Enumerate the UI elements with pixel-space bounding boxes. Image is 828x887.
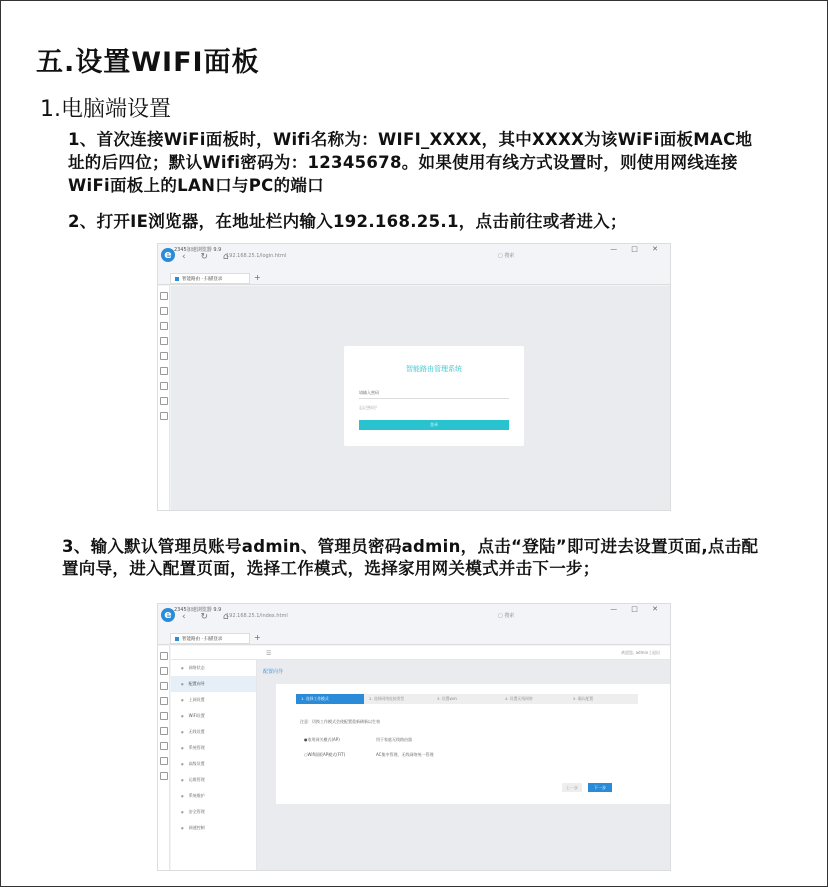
star-icon[interactable]	[160, 292, 168, 300]
video-icon[interactable]	[160, 712, 168, 720]
tab-bar	[158, 272, 670, 285]
mode-option-fit[interactable]: ○Wifi面板AP模式(FIT)	[304, 752, 346, 757]
new-tab-icon[interactable]: +	[254, 273, 261, 282]
game-icon[interactable]	[160, 337, 168, 345]
history-icon[interactable]	[160, 667, 168, 675]
admin-sidebar	[171, 660, 257, 870]
address-bar[interactable]: 192.168.25.1/index.html	[226, 613, 288, 619]
grid-icon[interactable]	[160, 772, 168, 780]
wizard-step[interactable]: 4. 设置无线网络	[500, 694, 570, 704]
nav-buttons-icon[interactable]: ‹ ↻ ⌂	[182, 252, 235, 262]
browser-sidebar	[158, 286, 170, 510]
browser-screenshot-wizard	[157, 603, 671, 871]
mode-desc: AC集中管理，无线网络统一管理	[376, 752, 434, 757]
browser-content	[171, 646, 670, 870]
nav-item[interactable]: ● 运维管理	[171, 772, 256, 788]
wizard-step[interactable]: 5. 确认配置	[568, 694, 638, 704]
tab-bar	[158, 632, 670, 645]
wizard-step[interactable]: 1. 选择工作模式	[296, 694, 366, 704]
mode-option-gateway[interactable]: ●家用网关模式(AP)	[304, 737, 340, 742]
step-2-text: 2、打开IE浏览器，在地址栏内输入192.168.25.1，点击前往或者进入；	[68, 212, 627, 231]
note-icon[interactable]	[160, 682, 168, 690]
login-title: 智能路由管理系统	[406, 365, 462, 373]
section-title: 五.设置WIFI面板	[36, 47, 260, 78]
search-box[interactable]: ▢ 搜索	[498, 613, 515, 619]
browser-title: 2345加速浏览器 9.9	[174, 607, 222, 613]
mail-icon[interactable]	[160, 382, 168, 390]
window-controls[interactable]: — □ ✕	[610, 245, 664, 253]
browser-screenshot-login	[157, 243, 671, 511]
shop-icon[interactable]	[160, 727, 168, 735]
window-controls[interactable]: — □ ✕	[610, 605, 664, 613]
nav-item[interactable]: ● WiFi设置	[171, 708, 256, 724]
nav-item-wizard[interactable]: ● 配置向导	[171, 676, 256, 692]
menu-icon[interactable]: ☰	[266, 650, 272, 657]
folder-icon[interactable]	[160, 397, 168, 405]
page-title: 配置向导	[263, 669, 284, 675]
nav-buttons-icon[interactable]: ‹ ↻ ⌂	[182, 612, 235, 622]
next-button[interactable]: 下一步	[588, 783, 612, 792]
shop-icon[interactable]	[160, 367, 168, 375]
history-icon[interactable]	[160, 307, 168, 315]
nav-item[interactable]: ● 系统管理	[171, 740, 256, 756]
nav-item[interactable]: ● 系统维护	[171, 788, 256, 804]
mode-desc: 用于家庭无线路由器	[376, 737, 412, 742]
prev-button[interactable]: 上一步	[562, 783, 582, 792]
star-icon[interactable]	[160, 652, 168, 660]
folder-icon[interactable]	[160, 757, 168, 765]
new-tab-icon[interactable]: +	[254, 633, 261, 642]
wizard-step[interactable]: 3. 设置WiFi	[432, 694, 502, 704]
nav-item[interactable]: ● 高级设置	[171, 756, 256, 772]
address-bar[interactable]: 192.168.25.1/login.html	[226, 253, 287, 259]
nav-item[interactable]: ● 网速控制	[171, 820, 256, 836]
step-1-text: 1、首次连接WiFi面板时，Wifi名称为：WIFI_XXXX，其中XXXX为该WiFi面板MAC地址的后四位；默认Wifi密码为：12345678。如果使用有线方式设置时，则使用网线连接WiFi面板上的LAN口与PC的端口	[68, 130, 753, 195]
nav-item[interactable]: ● 安全管理	[171, 804, 256, 820]
browser-title: 2345加速浏览器 9.9	[174, 247, 222, 253]
browser-tab[interactable]: 智能路由 · 扫描登录	[170, 273, 250, 284]
search-box[interactable]: ▢ 搜索	[498, 253, 515, 259]
browser-tab[interactable]: 智能路由 · 扫描登录	[170, 633, 250, 644]
browser-logo-icon: e	[161, 608, 175, 622]
note-icon[interactable]	[160, 322, 168, 330]
browser-sidebar	[158, 646, 170, 870]
grid-icon[interactable]	[160, 412, 168, 420]
mail-icon[interactable]	[160, 742, 168, 750]
wizard-card	[276, 684, 671, 804]
user-info[interactable]: 欢迎您, admin | 退出	[621, 650, 660, 655]
password-input[interactable]: 忘记密码？	[359, 405, 379, 410]
username-input[interactable]: 请输入密码	[359, 390, 509, 399]
nav-item[interactable]: ● 网络状态	[171, 660, 256, 676]
step-3-text: 3、输入默认管理员账号admin、管理员密码admin，点击“登陆”即可进去设置页面,点击配置向导，进入配置页面，选择工作模式，选择家用网关模式并击下一步；	[62, 537, 759, 578]
login-panel	[344, 346, 524, 446]
wizard-step[interactable]: 2. 选择网络连接类型	[364, 694, 434, 704]
login-button[interactable]: 登录	[359, 420, 509, 430]
game-icon[interactable]	[160, 697, 168, 705]
mode-note: 注意：切换工作模式会使配置重新刷新以生效	[300, 719, 380, 724]
browser-logo-icon: e	[161, 248, 175, 262]
video-icon[interactable]	[160, 352, 168, 360]
nav-item[interactable]: ● 上网设置	[171, 692, 256, 708]
admin-topbar	[171, 646, 670, 660]
subsection-title: 1.电脑端设置	[40, 97, 171, 122]
nav-item[interactable]: ● 无线设置	[171, 724, 256, 740]
browser-content	[171, 286, 670, 510]
